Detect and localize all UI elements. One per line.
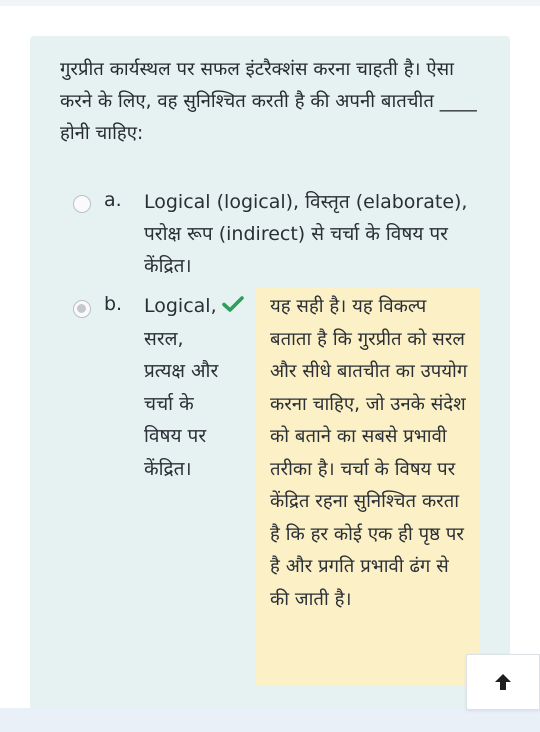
option-a-radio[interactable]: [73, 195, 91, 213]
bottom-strip: [0, 708, 540, 732]
feedback-box: यह सही है। यह विकल्प बताता है कि गुरप्रीत को सरल और सीधे बातचीत का उपयोग करना चाहिए, जो उनके संदेश को बताने का सबसे प्रभावी तरीका है। चर्चा के विषय पर केंद्रित रहना सुनिश्चित करता है कि हर कोई एक ही पृष्ठ पर है और प्रगति प्रभावी ढंग से की जाती है।: [256, 288, 480, 686]
option-b-letter: b.: [104, 293, 123, 315]
option-a-letter: a.: [104, 189, 122, 211]
quiz-card: [0, 6, 540, 726]
question-text: गुरप्रीत कार्यस्थल पर सफल इंटरैक्शंस करना चाहती है। ऐसा करने के लिए, वह सुनिश्चित करती है की अपनी बातचीत ____ होनी चाहिए:: [60, 59, 477, 144]
arrow-up-icon: [492, 671, 514, 693]
check-icon: [222, 295, 244, 313]
option-b-text: Logical, सरल, प्रत्यक्ष और चर्चा के विषय पर केंद्रित।: [144, 295, 219, 480]
question-box: [30, 36, 510, 716]
scroll-to-top-button[interactable]: [466, 654, 540, 710]
option-a-text: Logical (logical), विस्तृत (elaborate), परोक्ष रूप (indirect) से चर्चा के विषय पर केंद्रित।: [144, 191, 468, 277]
option-b-radio[interactable]: [73, 300, 91, 318]
